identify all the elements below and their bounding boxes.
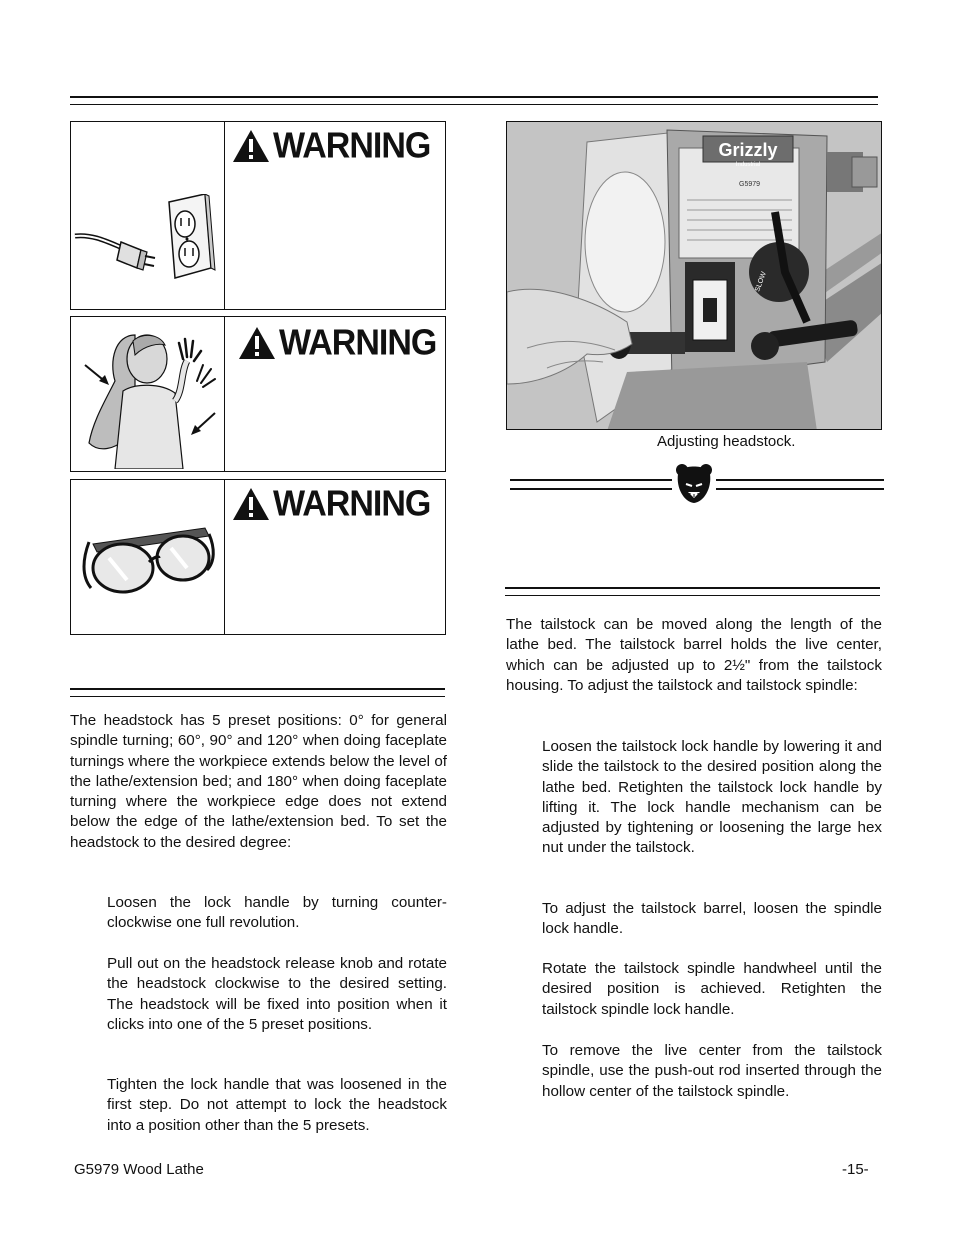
photo-model: G5979 bbox=[739, 181, 761, 188]
headstock-step-3: Tighten the lock handle that was loosened in the first step. Do not attempt to lock the headstock into a position other than the 5 presets. bbox=[107, 1076, 447, 1134]
footer-title: G5979 Wood Lathe bbox=[74, 1161, 204, 1178]
tailstock-step-1: Loosen the tailstock lock handle by lowering it and slide the tailstock to the desired position along the lathe bed. Retighten the tailstock lock handle by lifting it. The lock handle mechanism can be adjusted by tightening or loosening the large hex nut under the tailstock. bbox=[542, 738, 882, 857]
warning-title: WARNING bbox=[273, 126, 431, 166]
warning-divider bbox=[224, 317, 225, 471]
person-long-hair-icon bbox=[75, 321, 221, 469]
warning-divider bbox=[224, 480, 225, 634]
warning-box-glasses bbox=[70, 479, 446, 635]
warning-heading bbox=[237, 325, 436, 361]
warning-title: WARNING bbox=[273, 484, 431, 524]
safety-glasses-icon bbox=[79, 518, 219, 602]
warning-triangle-icon bbox=[237, 325, 277, 361]
divider-line-left bbox=[510, 479, 672, 481]
warning-title: WARNING bbox=[279, 323, 437, 363]
photo-brand: Grizzly bbox=[718, 140, 778, 160]
electrical-plug-icon bbox=[73, 194, 221, 304]
headstock-photo-illustration bbox=[507, 122, 882, 430]
section-rule-headstock-thin bbox=[70, 696, 445, 697]
warning-divider bbox=[224, 122, 225, 309]
photo-caption: Adjusting headstock. bbox=[657, 433, 796, 450]
photo-dial-label: SLOW bbox=[754, 270, 768, 293]
header-rule-thin bbox=[70, 104, 878, 105]
warning-box-hair bbox=[70, 316, 446, 472]
section-rule-headstock bbox=[70, 688, 445, 690]
divider-line-right-2 bbox=[716, 488, 884, 490]
headstock-photo bbox=[506, 121, 882, 430]
page-number: -15- bbox=[842, 1161, 869, 1178]
header-rule-thick bbox=[70, 96, 878, 98]
tailstock-step-4: To remove the live center from the tailstock spindle, use the push-out rod inserted through the hollow center of the tailstock spindle. bbox=[542, 1042, 882, 1100]
headstock-step-1: Loosen the lock handle by turning counter-clockwise one full revolution. bbox=[107, 894, 447, 932]
warning-box-electrical bbox=[70, 121, 446, 310]
grizzly-bear-icon bbox=[674, 462, 714, 504]
divider-line-right bbox=[716, 479, 884, 481]
tailstock-intro: The tailstock can be moved along the length of the lathe bed. The tailstock barrel holds the live center, which can be adjusted up to 2½" from the tailstock housing. To adjust the tailstock and tailstock spindle: bbox=[506, 616, 882, 694]
section-rule-tailstock-thin bbox=[505, 595, 880, 596]
section-rule-tailstock bbox=[505, 587, 880, 589]
headstock-intro: The headstock has 5 preset positions: 0° for general spindle turning; 60°, 90° and 120° when doing faceplate turnings where the workpiece extends below the level of the lathe/extension bed; and 180° when doing faceplate turning where the workpiece edge does not extend below the edge of the lathe/extension bed. To set the headstock to the desired degree: bbox=[70, 712, 447, 851]
warning-triangle-icon bbox=[231, 486, 271, 522]
photo-brand-sub: Industrial bbox=[735, 162, 761, 168]
tailstock-step-2: To adjust the tailstock barrel, loosen the spindle lock handle. bbox=[542, 900, 882, 938]
warning-heading bbox=[231, 486, 430, 522]
headstock-step-2: Pull out on the headstock release knob and rotate the headstock clockwise to the desired setting. The headstock will be fixed into position when it clicks into one of the 5 preset positions. bbox=[107, 955, 447, 1033]
warning-triangle-icon bbox=[231, 128, 271, 164]
tailstock-step-3: Rotate the tailstock spindle handwheel until the desired position is achieved. Retighten the tailstock spindle lock handle. bbox=[542, 960, 882, 1018]
divider-line-left-2 bbox=[510, 488, 672, 490]
warning-heading bbox=[231, 128, 430, 164]
